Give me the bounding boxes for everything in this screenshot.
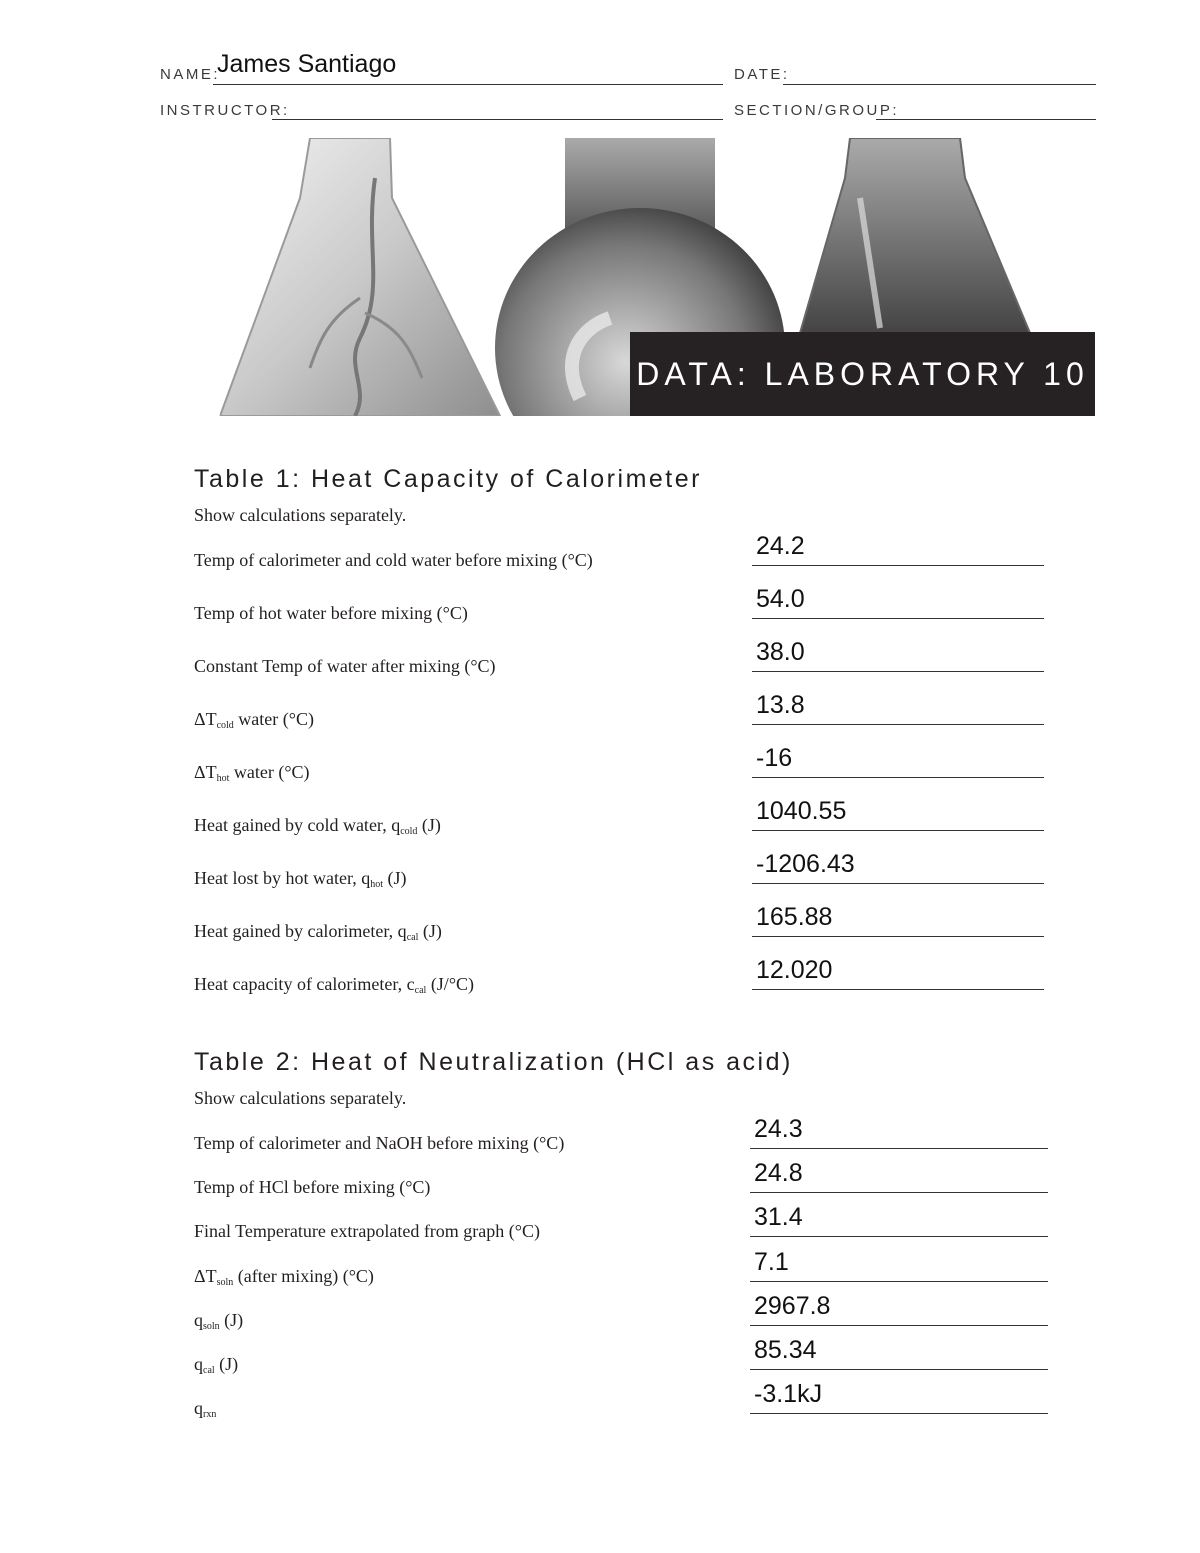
- row-value[interactable]: 165.88: [756, 903, 833, 931]
- section-label: SECTION/GROUP:: [734, 102, 900, 119]
- row-value[interactable]: 24.3: [754, 1115, 803, 1143]
- row-label-subscript: cold: [216, 720, 234, 731]
- row-label-main: q: [194, 1398, 203, 1419]
- value-underline: [752, 777, 1044, 778]
- row-label-subscript: cal: [203, 1365, 215, 1376]
- row-value[interactable]: 13.8: [756, 691, 805, 719]
- row-label-subscript: hot: [216, 773, 230, 784]
- row-label-subscript: cal: [406, 932, 419, 943]
- row-value[interactable]: 85.34: [754, 1336, 817, 1364]
- row-label: Temp of hot water before mixing (°C): [194, 603, 468, 623]
- row-label-suffix: (J/°C): [426, 974, 475, 994]
- row-label: [194, 1310, 243, 1332]
- row-label-subscript: soln: [203, 1320, 220, 1332]
- row-value[interactable]: 1040.55: [756, 797, 847, 825]
- name-underline: [213, 84, 723, 85]
- row-value[interactable]: 7.1: [754, 1247, 789, 1276]
- table1-note: Show calculations separately.: [194, 505, 407, 525]
- name-value[interactable]: James Santiago: [217, 50, 397, 78]
- value-underline: [750, 1236, 1048, 1237]
- row-label: Temp of HCl before mixing (°C): [194, 1177, 431, 1198]
- row-label: [194, 1398, 216, 1420]
- value-underline: [752, 989, 1044, 990]
- table2-note: Show calculations separately.: [194, 1088, 407, 1108]
- row-label-subscript: cold: [400, 826, 418, 837]
- row-label: Temp of calorimeter and NaOH before mixing (°C): [194, 1133, 565, 1153]
- row-value[interactable]: 31.4: [754, 1203, 803, 1232]
- value-underline: [750, 1369, 1048, 1370]
- table1-title: Table 1: Heat Capacity of Calorimeter: [194, 465, 702, 493]
- row-label-suffix: (J): [219, 1309, 244, 1330]
- row-label: [194, 1354, 238, 1376]
- name-label: NAME:: [160, 66, 221, 83]
- row-label: [194, 815, 441, 837]
- row-label: [194, 762, 310, 784]
- row-label: [194, 709, 314, 731]
- row-label-main: ΔT: [194, 762, 217, 782]
- row-value[interactable]: 2967.8: [754, 1291, 831, 1320]
- row-value[interactable]: 54.0: [756, 585, 805, 613]
- row-label: Final Temperature extrapolated from graph (°C): [194, 1221, 540, 1242]
- value-underline: [752, 565, 1044, 566]
- row-label-subscript: rxn: [203, 1409, 217, 1421]
- row-label-suffix: (J): [214, 1354, 239, 1374]
- row-label: Constant Temp of water after mixing (°C): [194, 656, 496, 676]
- row-label-main: Heat lost by hot water, q: [194, 868, 371, 888]
- row-value[interactable]: -1206.43: [756, 850, 855, 878]
- row-label-suffix: water (°C): [229, 762, 310, 782]
- row-label-subscript: hot: [370, 879, 384, 890]
- row-label-suffix: (J): [418, 921, 442, 941]
- row-label-main: Heat capacity of calorimeter, c: [194, 974, 415, 994]
- row-value[interactable]: 24.2: [756, 532, 805, 560]
- row-label: [194, 1266, 374, 1288]
- row-label-subscript: soln: [216, 1276, 234, 1288]
- instructor-label: INSTRUCTOR:: [160, 102, 290, 119]
- row-label: [194, 868, 407, 890]
- row-label-suffix: (J): [417, 815, 441, 835]
- value-underline: [750, 1148, 1048, 1149]
- row-label-main: Heat gained by cold water, q: [194, 815, 401, 835]
- banner-title: DATA: LABORATORY 10: [630, 332, 1095, 416]
- value-underline: [752, 671, 1044, 672]
- row-label-main: Heat gained by calorimeter, q: [194, 921, 407, 941]
- row-label: [194, 974, 474, 996]
- value-underline: [752, 618, 1044, 619]
- row-label: Temp of calorimeter and cold water before mixing (°C): [194, 550, 593, 570]
- section-underline[interactable]: [876, 119, 1096, 120]
- row-label: [194, 921, 442, 943]
- row-label-main: q: [194, 1354, 203, 1374]
- row-value[interactable]: 24.8: [754, 1159, 803, 1188]
- row-value[interactable]: 12.020: [756, 956, 833, 984]
- value-underline: [750, 1325, 1048, 1326]
- value-underline: [752, 936, 1044, 937]
- instructor-underline[interactable]: [272, 119, 723, 120]
- date-underline[interactable]: [783, 84, 1096, 85]
- row-label-main: q: [194, 1309, 203, 1330]
- row-label-suffix: water (°C): [233, 709, 314, 729]
- row-value[interactable]: -16: [756, 744, 793, 772]
- value-underline: [750, 1192, 1048, 1193]
- value-underline: [750, 1281, 1048, 1282]
- row-label-main: ΔT: [194, 709, 217, 729]
- row-label-suffix: (after mixing) (°C): [233, 1265, 374, 1286]
- value-underline: [752, 830, 1044, 831]
- row-value[interactable]: -3.1kJ: [754, 1380, 823, 1409]
- table2-title: Table 2: Heat of Neutralization (HCl as acid): [194, 1048, 793, 1076]
- value-underline: [752, 724, 1044, 725]
- date-label: DATE:: [734, 66, 790, 83]
- row-value[interactable]: 38.0: [756, 638, 805, 666]
- value-underline: [750, 1413, 1048, 1414]
- row-label-suffix: (J): [383, 868, 407, 888]
- value-underline: [752, 883, 1044, 884]
- row-label-main: ΔT: [194, 1265, 217, 1286]
- row-label-subscript: cal: [414, 985, 427, 996]
